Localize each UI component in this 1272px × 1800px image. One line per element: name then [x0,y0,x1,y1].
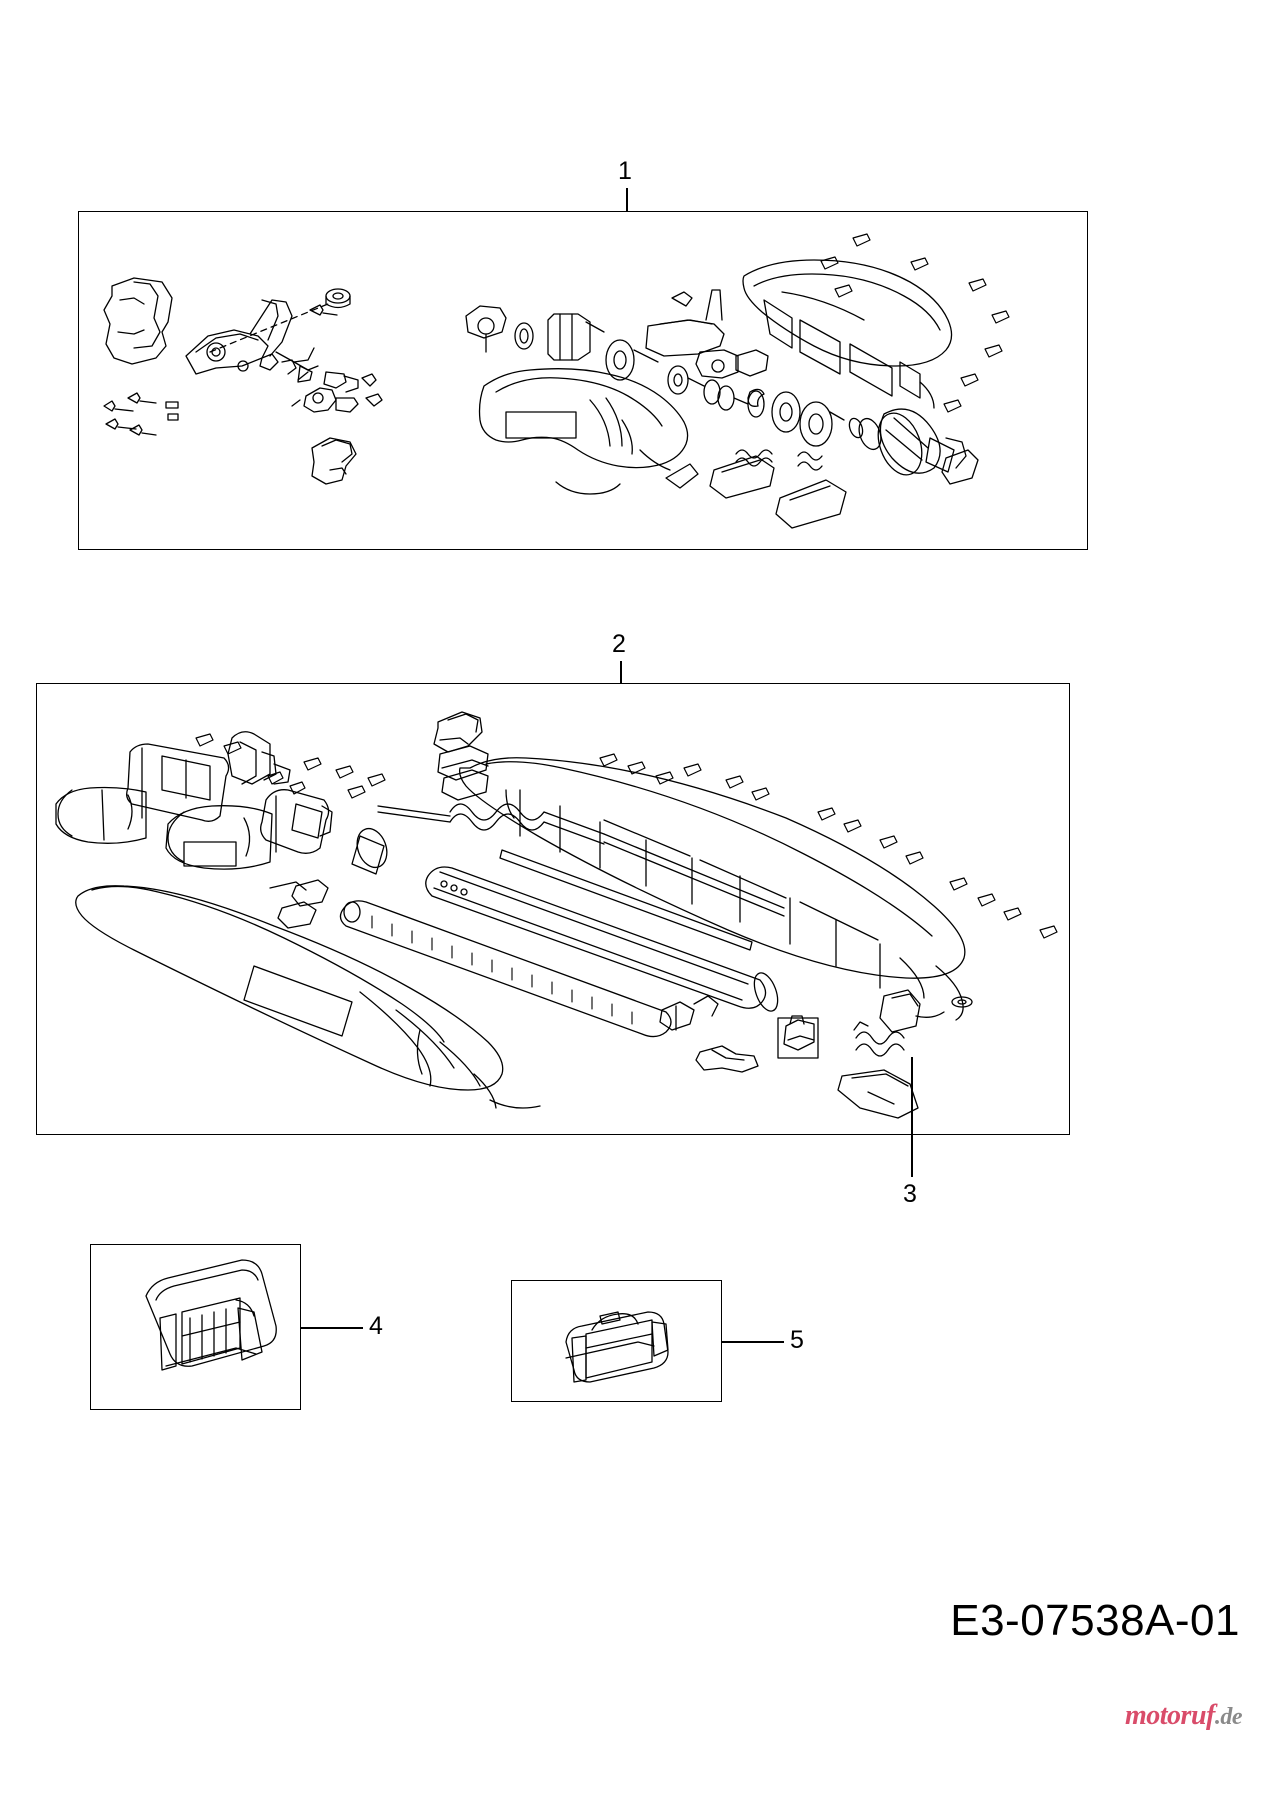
document-code: E3-07538A-01 [950,1596,1240,1645]
callout-number-5: 5 [790,1326,804,1354]
leader-line-1 [626,188,628,212]
leader-line-2 [620,661,622,684]
group-box-5 [511,1280,722,1402]
callout-number-1: 1 [618,157,632,185]
callout-number-4: 4 [369,1312,383,1340]
group-box-2 [36,683,1070,1135]
leader-line-4 [301,1327,363,1329]
watermark-brand: motoruf [1124,1700,1215,1731]
group-box-1 [78,211,1088,550]
leader-line-3 [911,1057,913,1177]
leader-line-5 [722,1341,784,1343]
group-box-4 [90,1244,301,1410]
callout-number-2: 2 [612,630,626,658]
callout-number-3: 3 [903,1180,917,1208]
watermark-tld: .de [1214,1704,1242,1730]
watermark [1125,1700,1242,1732]
